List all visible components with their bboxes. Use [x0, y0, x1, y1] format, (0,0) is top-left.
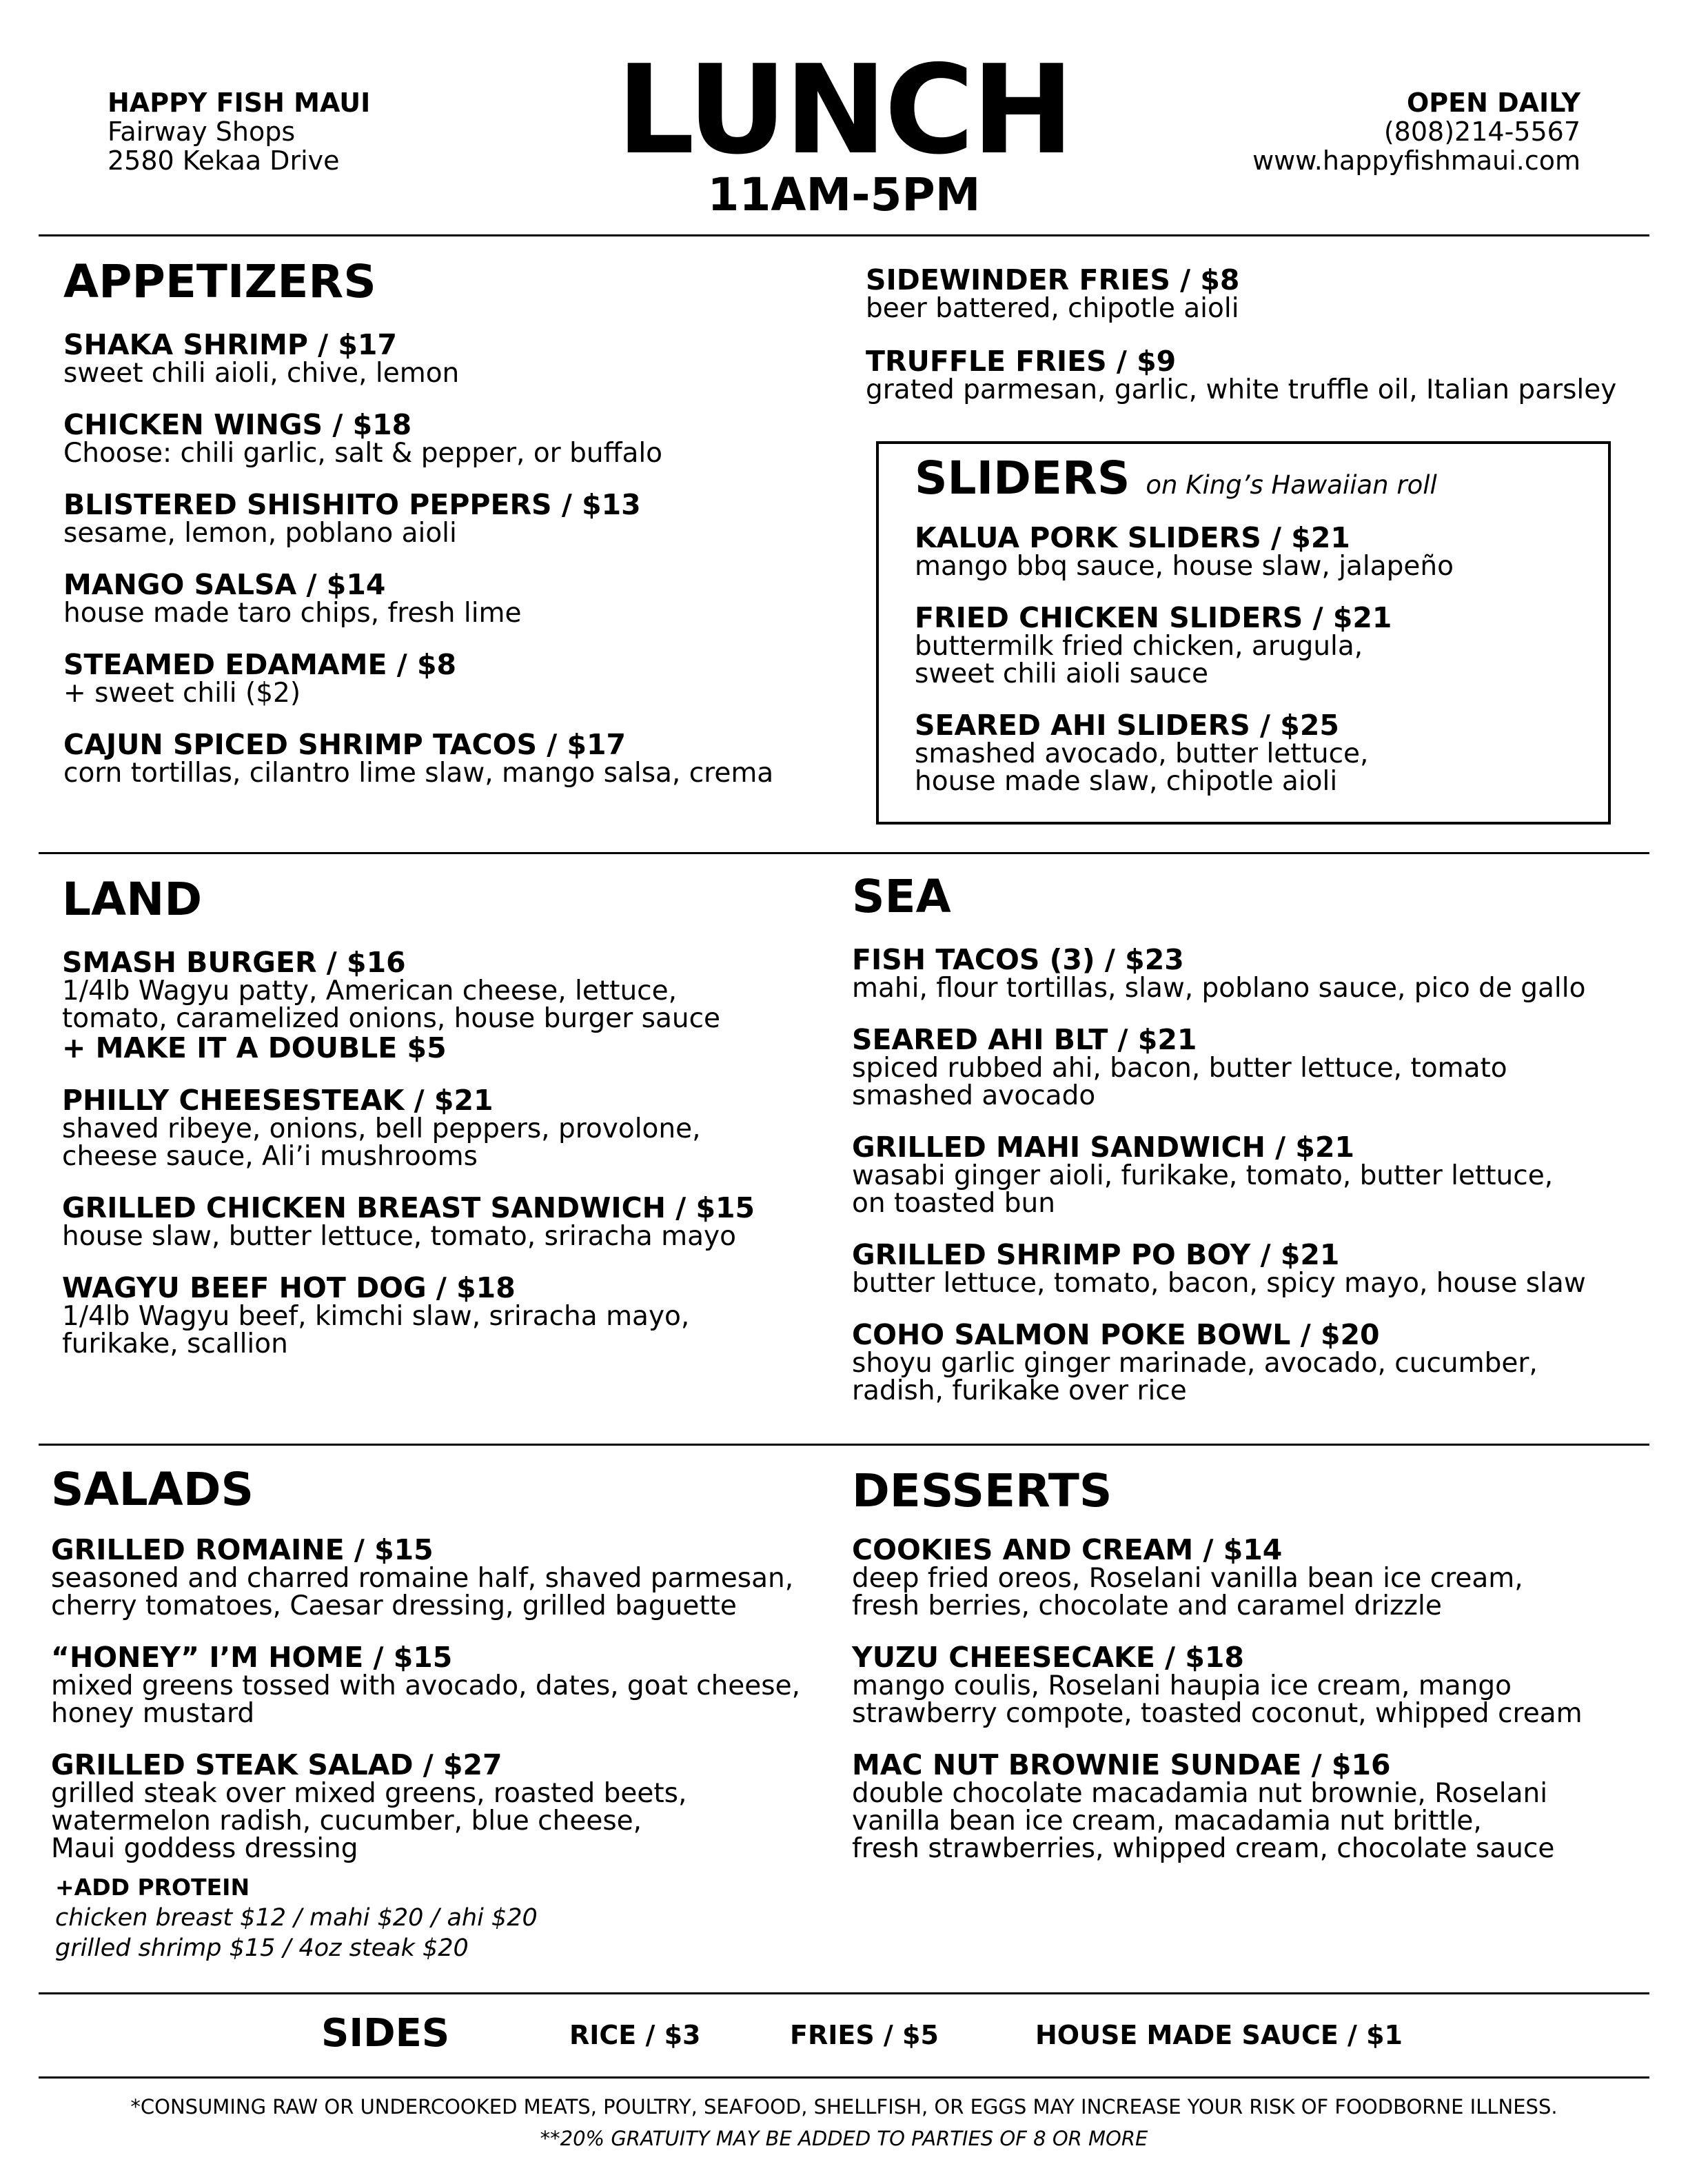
item-name: BLISTERED SHISHITO PEPPERS / $13: [63, 488, 641, 521]
menu-item: [51, 1642, 800, 1728]
item-description: shoyu garlic ginger marinade, avocado, cucumber,: [852, 1348, 1538, 1379]
menu-item: [63, 649, 773, 707]
sea-section: [852, 871, 1586, 1405]
item-name: YUZU CHEESECAKE / $18: [852, 1641, 1244, 1674]
menu-item: [62, 1193, 755, 1251]
appetizers-section: [63, 256, 773, 787]
item-description: furikake, scallion: [62, 1328, 288, 1359]
item-description: tomato, caramelized onions, house burger sauce: [62, 1003, 721, 1034]
land-section: [62, 874, 755, 1358]
menu-item: [852, 1320, 1586, 1405]
land-title: LAND: [62, 873, 203, 926]
item-name: STEAMED EDAMAME / $8: [63, 648, 457, 681]
menu-item: [852, 944, 1586, 1002]
item-description: grilled steak over mixed greens, roasted beets,: [51, 1778, 687, 1809]
item-addon: + MAKE IT A DOUBLE $5: [62, 1031, 447, 1064]
item-description: watermelon radish, cucumber, blue cheese,: [51, 1806, 642, 1837]
item-name: MANGO SALSA / $14: [63, 568, 386, 601]
item-description: mixed greens tossed with avocado, dates, goat cheese,: [51, 1670, 800, 1701]
item-description: shaved ribeye, onions, bell peppers, provolone,: [62, 1113, 701, 1144]
item-description: cherry tomatoes, Caesar dressing, grilled baguette: [51, 1590, 737, 1621]
item-name: GRILLED STEAK SALAD / $27: [51, 1748, 502, 1781]
item-description: + sweet chili ($2): [63, 678, 301, 709]
item-description: smashed avocado: [852, 1080, 1096, 1111]
item-description: spiced rubbed ahi, bacon, butter lettuce, tomato: [852, 1053, 1507, 1084]
item-name: GRILLED SHRIMP PO BOY / $21: [852, 1238, 1340, 1271]
sea-title: SEA: [852, 870, 951, 923]
item-name: CAJUN SPICED SHRIMP TACOS / $17: [63, 728, 627, 761]
item-description: mango coulis, Roselani haupia ice cream, mango: [852, 1670, 1512, 1701]
menu-item: [852, 1750, 1583, 1863]
add-protein: [51, 1872, 800, 1963]
menu-item: [915, 523, 1454, 580]
desserts-title: DESSERTS: [852, 1464, 1112, 1517]
menu-item: [63, 729, 773, 787]
menu-item: [51, 1750, 800, 1863]
item-name: FRIED CHICKEN SLIDERS / $21: [915, 601, 1392, 634]
item-description: double chocolate macadamia nut brownie, Roselani: [852, 1778, 1548, 1809]
item-description: smashed avocado, butter lettuce,: [915, 738, 1369, 769]
item-description: sesame, lemon, poblano aioli: [63, 518, 457, 549]
sliders-subtitle: on King’s Hawaiian roll: [1146, 470, 1437, 500]
food-safety-disclaimer: *CONSUMING RAW OR UNDERCOOKED MEATS, POULTRY, SEAFOOD, SHELLFISH, OR EGGS MAY INCREASE YOUR RISK OF FOODBORNE ILLNESS.: [130, 2095, 1558, 2119]
item-description: house made slaw, chipotle aioli: [915, 766, 1338, 797]
menu-item: [62, 1273, 755, 1358]
item-name: WAGYU BEEF HOT DOG / $18: [62, 1271, 516, 1304]
item-name: SHAKA SHRIMP / $17: [63, 328, 397, 361]
menu-hours: 11AM-5PM: [707, 168, 981, 221]
menu-item: [852, 1132, 1586, 1217]
item-description: cheese sauce, Ali’i mushrooms: [62, 1141, 478, 1172]
menu-item: [915, 710, 1454, 796]
item-description: butter lettuce, tomato, bacon, spicy mayo, house slaw: [852, 1268, 1586, 1299]
website-link[interactable]: www.happyfishmaui.com: [1252, 145, 1580, 176]
item-description: house slaw, butter lettuce, tomato, sriracha mayo: [62, 1221, 736, 1252]
fries-column: [866, 265, 1616, 404]
menu-item: [852, 1024, 1586, 1110]
item-name: CHICKEN WINGS / $18: [63, 408, 412, 441]
item-description: corn tortillas, cilantro lime slaw, mango salsa, crema: [63, 758, 774, 789]
address-line-1: Fairway Shops: [108, 117, 296, 147]
item-description: seasoned and charred romaine half, shaved parmesan,: [51, 1563, 794, 1594]
item-name: SIDEWINDER FRIES / $8: [866, 263, 1240, 296]
item-name: PHILLY CHEESESTEAK / $21: [62, 1084, 494, 1117]
sliders-title: SLIDERS: [915, 452, 1130, 505]
side-rice: RICE / $3: [569, 2020, 701, 2050]
item-description: house made taro chips, fresh lime: [63, 598, 522, 629]
open-daily: OPEN DAILY: [1406, 88, 1580, 118]
gratuity-note: **20% GRATUITY MAY BE ADDED TO PARTIES OF 8 OR MORE: [540, 2127, 1148, 2150]
restaurant-name: HAPPY FISH MAUI: [108, 88, 371, 118]
add-protein-options: chicken breast $12 / mahi $20 / ahi $20: [55, 1904, 538, 1932]
menu-item: [866, 265, 1616, 323]
divider: [39, 1992, 1649, 1994]
menu-item: [852, 1240, 1586, 1297]
item-description: beer battered, chipotle aioli: [866, 293, 1239, 324]
divider: [39, 1444, 1649, 1446]
item-description: grated parmesan, garlic, white truffle oil, Italian parsley: [866, 374, 1617, 405]
item-name: COOKIES AND CREAM / $14: [852, 1533, 1283, 1566]
item-description: sweet chili aioli, chive, lemon: [63, 358, 460, 389]
menu-item: [51, 1535, 800, 1620]
item-name: KALUA PORK SLIDERS / $21: [915, 521, 1350, 554]
phone-number: (808)214-5567: [1383, 117, 1580, 147]
item-description: Maui goddess dressing: [51, 1833, 358, 1864]
item-name: TRUFFLE FRIES / $9: [866, 345, 1177, 378]
menu-item: [63, 489, 773, 547]
item-description: fresh strawberries, whipped cream, chocolate sauce: [852, 1833, 1555, 1864]
item-name: MAC NUT BROWNIE SUNDAE / $16: [852, 1748, 1391, 1781]
divider: [39, 234, 1649, 236]
item-name: FISH TACOS (3) / $23: [852, 943, 1184, 976]
menu-item: [866, 346, 1616, 404]
menu-item: [63, 330, 773, 387]
sliders-box: [876, 441, 1611, 825]
item-description: wasabi ginger aioli, furikake, tomato, butter lettuce,: [852, 1160, 1554, 1191]
item-description: 1/4lb Wagyu beef, kimchi slaw, sriracha mayo,: [62, 1301, 690, 1332]
add-protein-title: +ADD PROTEIN: [55, 1874, 250, 1901]
sliders-title-row: [915, 454, 1454, 510]
menu-item: [62, 1085, 755, 1171]
salads-section: [51, 1464, 800, 1963]
item-name: COHO SALMON POKE BOWL / $20: [852, 1318, 1380, 1351]
item-description: strawberry compote, toasted coconut, whipped cream: [852, 1698, 1583, 1729]
item-description: vanilla bean ice cream, macadamia nut brittle,: [852, 1806, 1482, 1837]
item-name: “HONEY” I’M HOME / $15: [51, 1641, 453, 1674]
item-name: GRILLED CHICKEN BREAST SANDWICH / $15: [62, 1191, 755, 1224]
menu-item: [915, 603, 1454, 688]
item-description: mahi, flour tortillas, slaw, poblano sauce, pico de gallo: [852, 973, 1586, 1004]
appetizers-title: APPETIZERS: [63, 255, 376, 308]
item-description: fresh berries, chocolate and caramel drizzle: [852, 1590, 1442, 1621]
item-name: SMASH BURGER / $16: [62, 946, 406, 979]
item-description: buttermilk fried chicken, arugula,: [915, 631, 1363, 662]
menu-item: [852, 1535, 1583, 1620]
salads-title: SALADS: [51, 1463, 254, 1516]
divider: [39, 2076, 1649, 2079]
item-name: GRILLED MAHI SANDWICH / $21: [852, 1131, 1355, 1164]
item-description: honey mustard: [51, 1698, 255, 1729]
address-line-2: 2580 Kekaa Drive: [108, 145, 340, 176]
divider: [39, 852, 1649, 854]
contact-info: [1252, 88, 1580, 175]
item-description: Choose: chili garlic, salt & pepper, or buffalo: [63, 438, 663, 469]
desserts-section: [852, 1466, 1583, 1863]
menu-title: LUNCH: [616, 39, 1072, 181]
item-name: GRILLED ROMAINE / $15: [51, 1533, 434, 1566]
item-name: SEARED AHI SLIDERS / $25: [915, 709, 1339, 742]
item-description: mango bbq sauce, house slaw, jalapeño: [915, 551, 1454, 582]
side-fries: FRIES / $5: [790, 2020, 939, 2050]
menu-item: [63, 569, 773, 627]
side-sauce: HOUSE MADE SAUCE / $1: [1035, 2020, 1403, 2050]
menu-item: [62, 947, 755, 1063]
menu-item: [63, 410, 773, 467]
item-name: SEARED AHI BLT / $21: [852, 1023, 1197, 1056]
sides-title: SIDES: [321, 2011, 450, 2056]
item-description: radish, furikake over rice: [852, 1375, 1187, 1406]
menu-item: [852, 1642, 1583, 1728]
item-description: 1/4lb Wagyu patty, American cheese, lettuce,: [62, 975, 677, 1007]
item-description: sweet chili aioli sauce: [915, 658, 1208, 689]
add-protein-options: grilled shrimp $15 / 4oz steak $20: [55, 1934, 469, 1962]
item-description: deep fried oreos, Roselani vanilla bean ice cream,: [852, 1563, 1523, 1594]
item-description: on toasted bun: [852, 1188, 1055, 1219]
